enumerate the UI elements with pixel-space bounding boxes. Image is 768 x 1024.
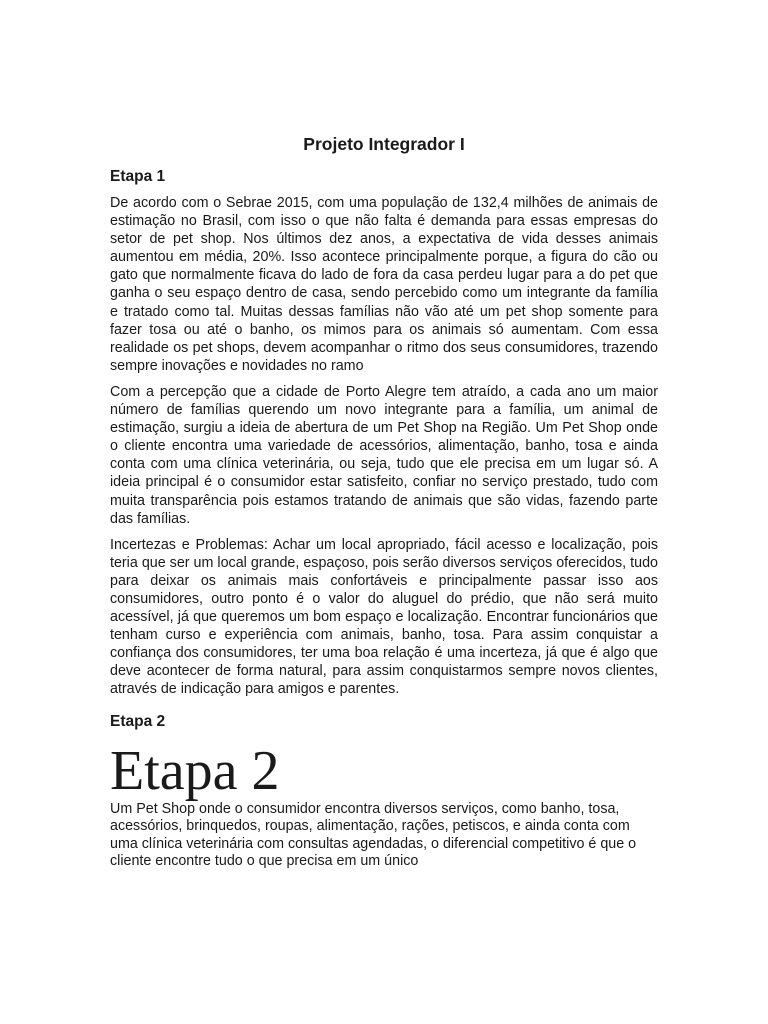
section-heading-etapa-2: Etapa 2 bbox=[110, 712, 166, 730]
paragraph-etapa-2: Um Pet Shop onde o consumidor encontra diversos serviços, como banho, tosa, acessórios, brinquedos, roupas, alimentação, rações, petiscos, e ainda conta com uma clínica veterinária com consultas agendadas, o diferencial competitivo é que o cliente encontre tudo o que precisa em um único bbox=[110, 800, 637, 870]
page-title: Projeto Integrador I bbox=[303, 134, 465, 154]
paragraph-porto-alegre: Com a percepção que a cidade de Porto Alegre tem atraído, a cada ano um maior número de famílias querendo um novo integrante para a família, um animal de estimação, surgiu a ideia de abertura de um Pet Shop na Região. Um Pet Shop onde o cliente encontra uma variedade de acessórios, alimentação, banho, tosa e ainda conta com uma clínica veterinária, ou seja, tudo que ele precisa em um lugar só. A ideia principal é o consumidor estar satisfeito, confiar no serviço prestado, tudo com muita transparência pois estamos tratando de animais que são vidas, fazendo parte das famílias. bbox=[110, 383, 658, 527]
paragraph-intro: De acordo com o Sebrae 2015, com uma população de 132,4 milhões de animais de estimação no Brasil, com isso o que não falta é demanda para essas empresas do setor de pet shop. Nos últimos dez anos, a expectativa de vida desses animais aumentou em média, 20%. Isso acontece principalmente porque, a figura do cão ou gato que normalmente ficava do lado de fora da casa perdeu lugar para a do pet que ganha o seu espaço dentro de casa, sendo percebido como um integrante da família e tratado como tal. Muitas dessas famílias não vão até um pet shop somente para fazer tosa ou até o banho, os mimos para os animais só aumentam. Com essa realidade os pet shops, devem acompanhar o ritmo dos seus consumidores, trazendo sempre inovações e novidades no ramo bbox=[110, 195, 658, 374]
paragraph-incertezas: Incertezas e Problemas: Achar um local apropriado, fácil acesso e localização, pois teria que ser um local grande, espaçoso, pois serão diversos serviços oferecidos, tudo para deixar os animais mais confortáveis e principalmente passar isso aos consumidores, outro ponto é o valor do aluguel do prédio, que não será muito acessível, já que queremos um bom espaço e localização. Encontrar funcionários que tenham curso e experiência com animais, banho, tosa. Para assim conquistar a confiança dos consumidores, ter uma boa relação é uma incerteza, já que é algo que deve acontecer de forma natural, para assim conquistarmos sempre novos clientes, através de indicação para amigos e parentes. bbox=[110, 536, 658, 698]
section-heading-etapa-1: Etapa 1 bbox=[110, 168, 166, 185]
large-heading-etapa-2: Etapa 2 bbox=[110, 739, 280, 802]
document-page bbox=[110, 132, 658, 871]
